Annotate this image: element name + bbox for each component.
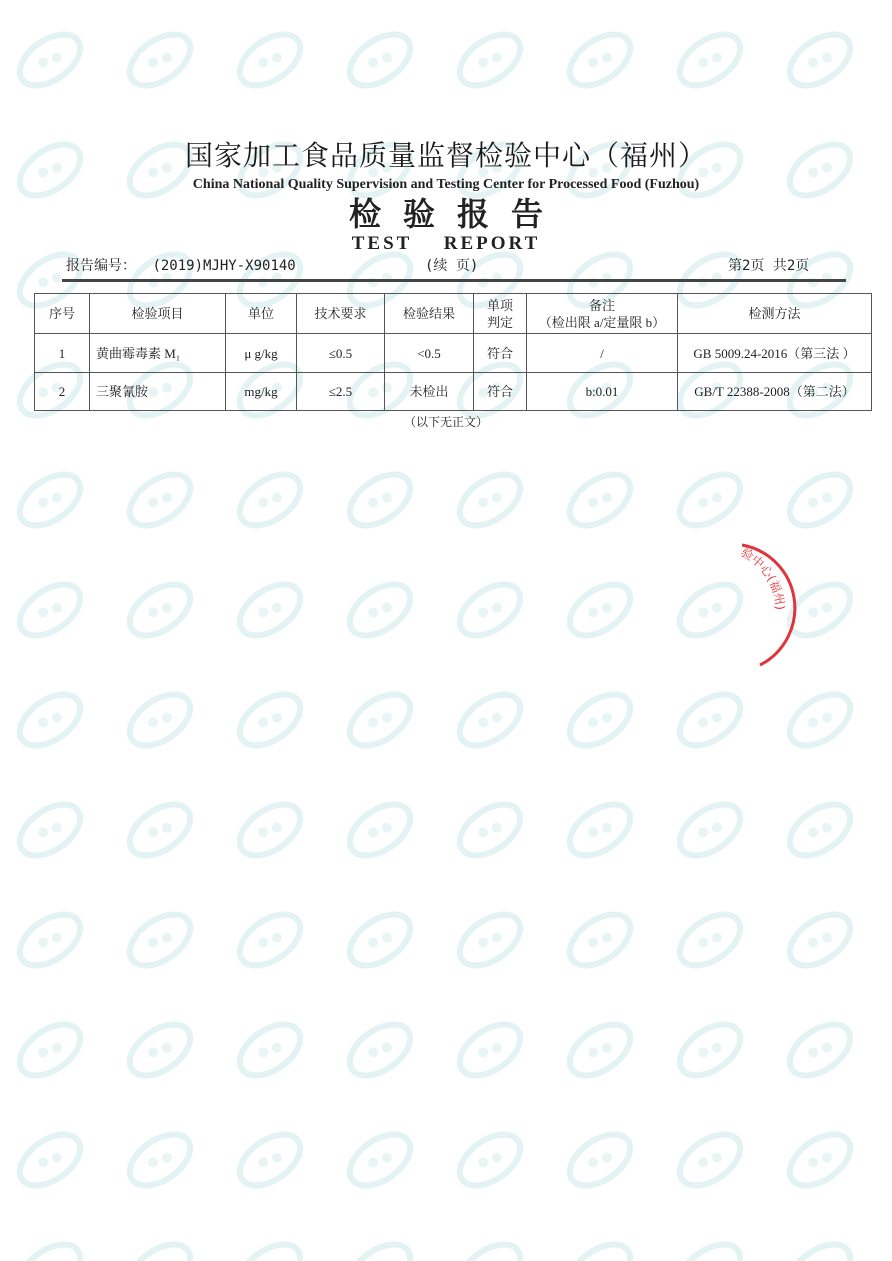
col-header-remark	[527, 294, 678, 334]
org-title-en: China National Quality Supervision and Testing Center for Processed Food (Fuzhou)	[192, 177, 700, 192]
cell-item: 三聚氰胺	[90, 373, 226, 411]
cell-no: 1	[35, 334, 90, 373]
report-number-value: (2019)MJHY-X90140	[152, 258, 296, 274]
report-number	[66, 257, 296, 275]
cell-remark: b:0.01	[527, 373, 678, 411]
header-rule	[62, 279, 846, 282]
table-header-row	[35, 294, 872, 334]
table-row	[35, 334, 872, 373]
cell-unit: mg/kg	[226, 373, 297, 411]
cell-result: <0.5	[385, 334, 474, 373]
cell-requirement: ≤0.5	[297, 334, 385, 373]
col-header-item: 检验项目	[90, 294, 226, 334]
cell-method: GB/T 22388-2008（第二法）	[678, 373, 872, 411]
cell-judgement: 符合	[474, 334, 527, 373]
stamp-text: 验中心(福州)	[738, 545, 788, 611]
cell-item: 黄曲霉毒素 M₁	[90, 334, 226, 373]
col-header-unit: 单位	[226, 294, 297, 334]
report-title-en: TEST REPORT	[351, 233, 541, 254]
remark-line1: 备注	[588, 297, 615, 313]
report-number-label: 报告编号：	[66, 258, 136, 274]
cell-requirement: ≤2.5	[297, 373, 385, 411]
page-info: 第2页 共2页	[728, 258, 810, 274]
col-header-no: 序号	[35, 294, 90, 334]
table-row	[35, 373, 872, 411]
col-header-requirement: 技术要求	[297, 294, 385, 334]
cell-no: 2	[35, 373, 90, 411]
col-header-method: 检测方法	[678, 294, 872, 334]
cell-unit: μ g/kg	[226, 334, 297, 373]
remark-line2: （检出限 a/定量限 b）	[538, 314, 666, 330]
report-title-cn: 检验报告	[348, 195, 565, 233]
col-header-result: 检验结果	[385, 294, 474, 334]
org-title-cn: 国家加工食品质量监督检验中心（福州）	[184, 139, 707, 172]
results-table	[34, 293, 872, 411]
official-stamp	[730, 540, 800, 670]
cell-judgement: 符合	[474, 373, 527, 411]
cell-result: 未检出	[385, 373, 474, 411]
end-of-text-note: （以下无正文）	[403, 415, 488, 429]
judgement-label: 单项判定	[486, 297, 513, 330]
cell-method: GB 5009.24-2016（第三法 ）	[678, 334, 872, 373]
continued-page: (续 页)	[425, 258, 479, 274]
cell-remark: /	[527, 334, 678, 373]
col-header-judgement	[474, 294, 527, 334]
